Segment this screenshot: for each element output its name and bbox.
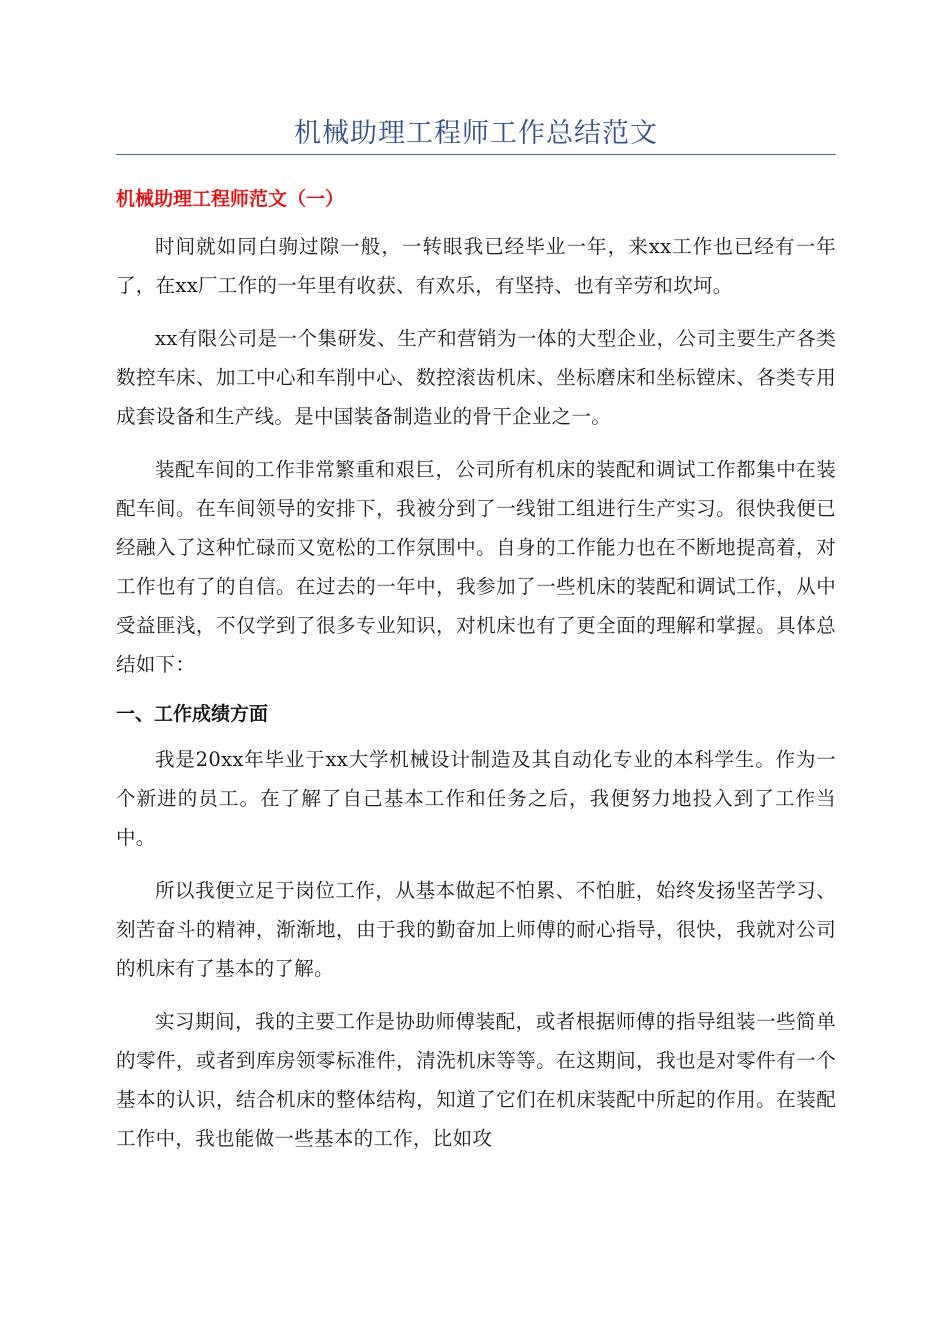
title-divider xyxy=(116,154,836,155)
paragraph: 所以我便立足于岗位工作，从基本做起不怕累、不怕脏，始终发扬坚苦学习、刻苦奋斗的精神，渐渐地，由于我的勤奋加上师傅的耐心指导，很快，我就对公司的机床有了基本的了解。 xyxy=(116,879,836,980)
paragraph: 我是20xx年毕业于xx大学机械设计制造及其自动化专业的本科学生。作为一个新进的员工。在了解了自己基本工作和任务之后，我便努力地投入到了工作当中。 xyxy=(116,748,836,849)
document-page xyxy=(116,0,836,1158)
paragraph: 实习期间，我的主要工作是协助师傅装配，或者根据师傅的指导组装一些简单的零件，或者到库房领零标准件，清洗机床等等。在这期间，我也是对零件有一个基本的认识，结合机床的整体结构，知道了它们在机床装配中所起的作用。在装配工作中，我也能做一些基本的工作，比如攻 xyxy=(116,1010,836,1150)
paragraph: 时间就如同白驹过隙一般，一转眼我已经毕业一年，来xx工作也已经有一年了，在xx厂工作的一年里有收获、有欢乐，有坚持、也有辛劳和坎坷。 xyxy=(116,235,836,297)
paragraph: 装配车间的工作非常繁重和艰巨，公司所有机床的装配和调试工作都集中在装配车间。在车间领导的安排下，我被分到了一线钳工组进行生产实习。很快我便已经融入了这种忙碌而又宽松的工作氛围中。自身的工作能力也在不断地提高着，对工作也有了的自信。在过去的一年中，我参加了一些机床的装配和调试工作，从中受益匪浅，不仅学到了很多专业知识，对机床也有了更全面的理解和掌握。具体总结如下： xyxy=(116,458,836,676)
paragraph: xx有限公司是一个集研发、生产和营销为一体的大型企业，公司主要生产各类数控车床、加工中心和车削中心、数控滚齿机床、坐标磨床和坐标镗床、各类专用成套设备和生产线。是中国装备制造业的骨干企业之一。 xyxy=(116,327,836,428)
document-title: 机械助理工程师工作总结范文 xyxy=(294,118,658,149)
subsection-heading: 一、工作成绩方面 xyxy=(116,703,269,725)
section-title: 机械助理工程师范文（一） xyxy=(116,188,345,210)
